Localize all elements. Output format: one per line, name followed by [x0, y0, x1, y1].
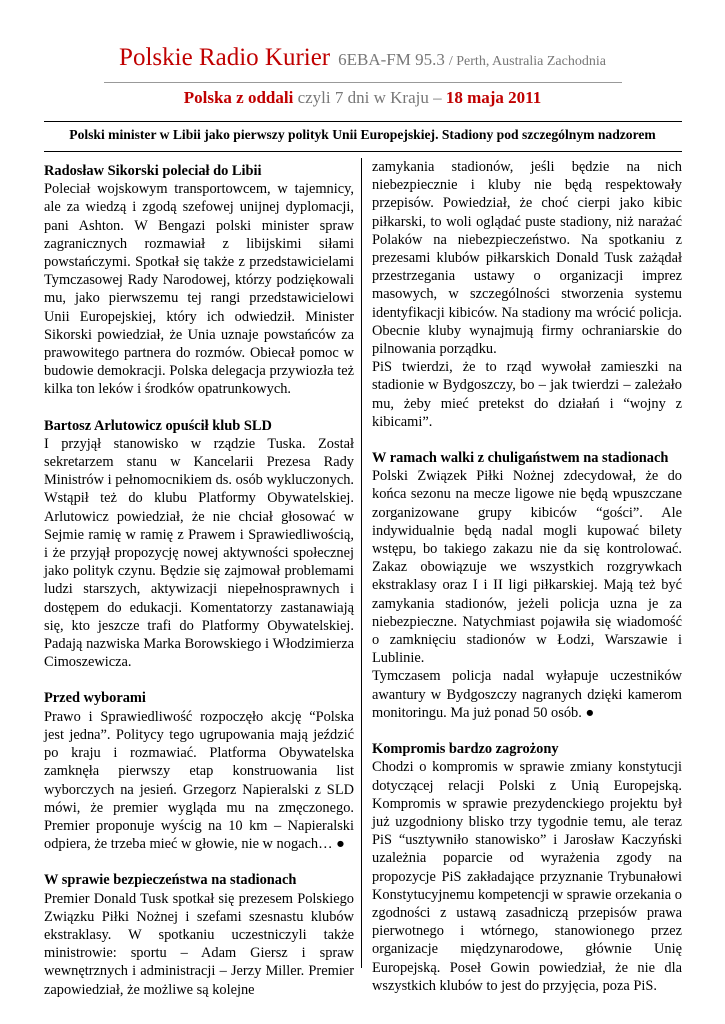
article-kompromis — [372, 740, 682, 995]
article-sikorski — [44, 162, 354, 399]
subheader-date: 18 maja 2011 — [445, 88, 542, 107]
subheader — [0, 88, 725, 108]
masthead-divider — [104, 82, 622, 83]
article-title: Przed wyborami — [44, 690, 146, 707]
masthead-location: / Perth, Australia Zachodnia — [448, 54, 606, 69]
article-body: Tymczasem policja nadal wyłapuje uczestników awantury w Bydgoszczy nagranych dzięki kamerom monitoringu. Ma już ponad 50 osób. ● — [372, 668, 682, 721]
masthead-title: Polskie Radio Kurier — [119, 44, 331, 71]
article-chuliganstwo — [372, 449, 682, 722]
masthead — [0, 44, 725, 72]
article-body: PiS twierdzi, że to rząd wywołał zamieszki na stadionie w Bydgoszczy, bo – jak twierdzi – zależało mu, żeby mieć pretekst do działań i “wojny z kibicami”. — [372, 359, 682, 430]
lead-bottom-rule — [44, 151, 682, 152]
article-bezpieczenstwo — [44, 871, 354, 998]
article-title: Bartosz Arlutowicz opuścił klub SLD — [44, 417, 272, 434]
lead-top-rule — [44, 121, 682, 122]
article-body: Poleciał wojskowym transportowcem, w tajemnicy, ale za wiedzą i zgodą szefowej unijnej dyplomacji, pani Ashton. W Bengazi polski minister spraw zagranicznych rozmawiał z libijskimi siłami powstańczymi. Spotkał się także z przedstawicielami Tymczasowej Rady Narodowej, którzy podziękowali mu, jako pierwszemu tej rangi przedstawicielowi Unii Europejskiej, który ich odwiedził. Minister Sikorski powiedział, że Unia uznaje powstańców za prawowitego partnera do rozmów. Obiecał pomoc w budowie demokracji. Polska delegacja przywiozła też kilka ton leków i środków opatrunkowych. — [44, 181, 354, 398]
left-column — [44, 162, 354, 1017]
article-arlutowicz — [44, 417, 354, 672]
subheader-tagline: czyli 7 dni w Kraju – — [293, 88, 446, 107]
article-title: Kompromis bardzo zagrożony — [372, 741, 559, 758]
article-body: zamykania stadionów, jeśli będzie na nich niebezpiecznie i kluby nie będą respektowały przepisów. Powiedział, że choć cierpi jako kibic piłkarski, to woli oglądać puste stadiony, niż narażać Polaków na niebezpieczeństwo. Na spotkaniu z prezesami klubów piłkarskich Donald Tusk zażądał przestrzegania ustawy o organizacji imprez masowych, w szczególności stworzenia systemu identyfikacji kibiców. Na stadiony ma wrócić policja. Obecnie kluby wynajmują firmy ochraniarskie do pilnowania porządku. — [372, 159, 682, 358]
lead-headline: Polski minister w Libii jako pierwszy polityk Unii Europejskiej. Stadiony pod szczególnym nadzorem — [69, 127, 656, 142]
masthead-station: 6EBA-FM 95.3 — [338, 50, 445, 69]
article-body: Polski Związek Piłki Nożnej zdecydował, że do końca sezonu na mecze ligowe nie będą wpuszczane zorganizowane grupy kibiców “gości”. Ale indywidualnie będą nadal mogli kupować bilety wstępu, bo takiego zakazu nie da się kontrolować. Zakaz obowiązuje we wszystkich rozgrywkach ekstraklasy oraz I i II ligi piłkarskiej. Mają też być zamykania stadionów, jeżeli policja uzna je za niebezpieczne. Natychmiast pojawiła się wiadomość o zamknięciu stadionów w Łodzi, Warszawie i Lublinie. — [372, 468, 682, 667]
article-title: W ramach walki z chuligaństwem na stadionach — [372, 450, 669, 467]
right-column — [372, 158, 682, 1013]
subheader-section: Polska z oddali — [183, 88, 294, 107]
article-body: I przyjął stanowisko w rządzie Tuska. Został sekretarzem stanu w Kancelarii Prezesa Rady Ministrów i pełnomocnikiem ds. osób wykluczonych. Wstąpił też do klubu Platformy Obywatelskiej. Arlutowicz powiedział, że nie chciał głosować w Sejmie ramię w ramię z Prawem i Sprawiedliwością, i że przyjął propozycję nowej aktywności społecznej jako polityk czynu. Będzie się zajmował problemami ludzi starszych, aktywizacji niepełnosprawnych i dostępem do edukacji. Komentatorzy zastanawiają się, kto jeszcze trafi do Platformy Obywatelskiej. Padają nazwiska Marka Borowskiego i Włodzimierza Cimoszewicza. — [44, 435, 354, 671]
article-body: Chodzi o kompromis w sprawie zmiany konstytucji dotyczącej relacji Polski z Unią Europejską. Kompromis w sprawie prezydenckiego projektu był już uzgodniony blisko trzy tygodnie temu, ale teraz PiS “usztywniło stanowisko” i Jarosław Kaczyński uzależnia poparcie od wyrażenia zgody na propozycje PiS zakładające przyznanie Trybunałowi Konstytucyjnemu kompetencji w sprawie orzekania o zgodności z ustawą zasadniczą przepisów prawa pierwotnego i wtórnego, stanowionego przez organizacje międzynarodowe, głównie Unię Europejską. Poseł Gowin powiedział, że nie dla wszystkich klubów to jest do przyjęcia, poza PiS. — [372, 759, 682, 994]
article-przed-wyborami — [44, 689, 354, 853]
article-title: W sprawie bezpieczeństwa na stadionach — [44, 872, 297, 889]
article-title: Radosław Sikorski poleciał do Libii — [44, 163, 262, 179]
article-body: Prawo i Sprawiedliwość rozpoczęło akcję “Polska jest jedna”. Politycy tego ugrupowania mają jeździć po kraju i rozmawiać. Platforma Obywatelska zamknęła pierwszy etap konstruowania list wyborczych na jesień. Grzegorz Napieralski z SLD mówi, że premier wygląda mu na zmęczonego. Premier proponuje wyścig na 10 km – Napieralski odpiera, że trzeba mieć w głowie, nie w nogach… ● — [44, 708, 354, 853]
article-body: Premier Donald Tusk spotkał się prezesem Polskiego Związku Piłki Nożnej i szefami szesnastu klubów ekstraklasy. W spotkaniu uczestniczyli także ministrowie: sportu – Adam Giersz i spraw wewnętrznych i administracji – Jerzy Miller. Premier zapowiedział, że możliwe są kolejne — [44, 890, 354, 998]
column-divider — [361, 158, 362, 968]
article-bezpieczenstwo-continued — [372, 158, 682, 431]
